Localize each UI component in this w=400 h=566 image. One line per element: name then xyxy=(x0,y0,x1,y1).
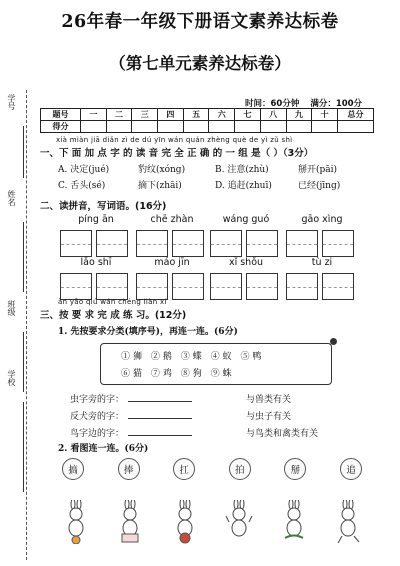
pinyin-word-3 xyxy=(210,214,282,257)
pin-icon xyxy=(330,338,337,345)
score-cell[interactable] xyxy=(183,121,209,133)
pinyin-word-8 xyxy=(286,257,358,300)
pinyin-label: xǐ shǒu xyxy=(228,257,264,268)
binding-label-school: 学校 xyxy=(7,370,16,386)
score-header-cell: 一 xyxy=(81,109,107,121)
rabbit-carrying-icon[interactable] xyxy=(62,500,90,544)
binding-label-student-id: 学号 xyxy=(7,94,16,110)
time-limit: 时间：60分钟 xyxy=(245,99,300,109)
section3-heading: 三、按 要 求 完 成 练 习。(12分) xyxy=(40,310,187,321)
pinyin-word-7 xyxy=(210,257,282,300)
pinyin-label: máo jīn xyxy=(154,257,190,268)
question-2-prompt: 2. 看图连一连。(6分) xyxy=(58,444,149,454)
match-target-2[interactable]: 与虫子有关 xyxy=(246,412,292,422)
option-c-2: 摘下(zhāi) xyxy=(138,181,182,191)
score-header-cell: 五 xyxy=(183,109,209,121)
section2-heading: 二、读拼音，写词语。(16分) xyxy=(40,201,167,212)
write-box[interactable] xyxy=(172,230,204,257)
pinyin-label: lǎo shī xyxy=(80,257,112,268)
score-cell[interactable] xyxy=(132,121,158,133)
score-row-label: 得分 xyxy=(41,121,81,133)
option-d-1[interactable]: D. 追赶(zhuī) xyxy=(215,181,272,191)
score-cell[interactable] xyxy=(81,121,107,133)
page-title: 26年春一年级下册语文素养达标卷 xyxy=(61,12,339,32)
score-header-cell: 十 xyxy=(312,109,338,121)
rabbit-holding-icon[interactable] xyxy=(171,500,199,544)
answer-line[interactable] xyxy=(128,418,192,419)
pinyin-label: gāo xìng xyxy=(301,214,343,225)
option-a-2: 豹纹(xóng) xyxy=(138,165,186,175)
score-cell[interactable] xyxy=(312,121,338,133)
section1-heading: 一、下 面 加 点 字 的 读 音 完 全 正 确 的 一 组 是（ ）（3分） xyxy=(40,148,314,159)
pinyin-label: tù zi xyxy=(311,257,333,268)
pinyin-word-4 xyxy=(286,214,358,257)
pinyin-label: píng ān xyxy=(78,214,114,225)
write-box[interactable] xyxy=(210,230,242,257)
class-field[interactable] xyxy=(23,332,31,392)
score-cell[interactable] xyxy=(338,121,374,133)
score-cell[interactable] xyxy=(260,121,286,133)
write-box[interactable] xyxy=(60,230,92,257)
option-c-1[interactable]: C. 舌头(sé) xyxy=(58,181,106,191)
write-box[interactable] xyxy=(60,273,92,300)
action-characters xyxy=(62,458,362,480)
score-cell[interactable] xyxy=(286,121,312,133)
school-field[interactable] xyxy=(23,402,31,492)
category-label: 反犬旁的字： xyxy=(70,412,125,422)
write-box[interactable] xyxy=(286,230,318,257)
write-box[interactable] xyxy=(96,273,128,300)
score-header-cell: 六 xyxy=(209,109,235,121)
action-char[interactable]: 追 xyxy=(340,458,362,480)
action-char[interactable]: 拍 xyxy=(229,458,251,480)
match-target-3[interactable]: 与鸟类和禽类有关 xyxy=(246,429,319,439)
student-id-field[interactable] xyxy=(23,126,31,178)
write-box[interactable] xyxy=(172,273,204,300)
character-row-1: ①狮 ②鹅 ③蝶 ④蚁 ⑤鸭 xyxy=(121,352,265,362)
score-cell[interactable] xyxy=(235,121,261,133)
write-box[interactable] xyxy=(322,273,354,300)
pinyin-word-1 xyxy=(60,214,132,257)
option-d-2: 已经(jīng) xyxy=(298,181,341,191)
category-row-1 xyxy=(70,392,192,405)
category-label: 鸟字边的字： xyxy=(70,429,125,439)
name-field[interactable] xyxy=(23,222,31,292)
rabbit-reading-icon[interactable] xyxy=(116,500,144,544)
option-b-1[interactable]: B. 注意(zhù) xyxy=(215,165,269,175)
score-table xyxy=(40,108,374,133)
score-header-cell: 八 xyxy=(260,109,286,121)
write-box[interactable] xyxy=(96,230,128,257)
pinyin-label: wáng guó xyxy=(222,214,270,225)
category-row-3 xyxy=(70,426,192,439)
page-subtitle: （第七单元素养达标卷） xyxy=(109,54,291,73)
category-label: 虫字旁的字： xyxy=(70,395,125,405)
question-1-prompt: 1. 先按要求分类(填序号)，再连一连。(6分) xyxy=(58,327,238,337)
score-cell[interactable] xyxy=(106,121,132,133)
action-char[interactable]: 掰 xyxy=(284,458,306,480)
pinyin-label: chē zhàn xyxy=(150,214,194,225)
action-char[interactable]: 捧 xyxy=(118,458,140,480)
score-header-cell: 二 xyxy=(106,109,132,121)
rabbit-running-icon[interactable] xyxy=(334,500,362,544)
action-char[interactable]: 扛 xyxy=(173,458,195,480)
write-box[interactable] xyxy=(286,273,318,300)
score-table-header-row xyxy=(41,109,374,121)
option-a-1[interactable]: A. 决定(jué) xyxy=(58,165,110,175)
pinyin-word-5 xyxy=(60,257,132,300)
option-b-2: 掰开(pāi) xyxy=(298,165,338,175)
write-box[interactable] xyxy=(246,273,278,300)
section1-pinyin: xià miàn jiā diǎn zì de dú yīn wán quán zhèng què de yì zǔ shì xyxy=(56,136,293,144)
character-options-box xyxy=(100,343,332,385)
write-box[interactable] xyxy=(322,230,354,257)
rabbit-breaking-icon[interactable] xyxy=(280,500,308,544)
write-box[interactable] xyxy=(136,273,168,300)
score-header-cell: 总分 xyxy=(338,109,374,121)
pinyin-word-6 xyxy=(136,257,208,300)
pinyin-word-2 xyxy=(136,214,208,257)
score-header-cell: 三 xyxy=(132,109,158,121)
score-header-cell: 七 xyxy=(235,109,261,121)
write-box[interactable] xyxy=(136,230,168,257)
rabbit-clapping-icon[interactable] xyxy=(225,500,253,544)
score-table-score-row xyxy=(41,121,374,133)
binding-label-name: 姓名 xyxy=(7,190,16,206)
answer-line[interactable] xyxy=(128,435,192,436)
answer-line[interactable] xyxy=(128,401,192,402)
score-header-cell: 九 xyxy=(286,109,312,121)
write-box[interactable] xyxy=(246,230,278,257)
score-header-cell: 题号 xyxy=(41,109,81,121)
write-box[interactable] xyxy=(210,273,242,300)
action-char[interactable]: 搞 xyxy=(62,458,84,480)
score-cell[interactable] xyxy=(158,121,184,133)
full-score: 满分：100分 xyxy=(310,99,363,109)
match-target-1[interactable]: 与兽类有关 xyxy=(246,395,292,405)
binding-label-class: 班级 xyxy=(7,300,16,316)
picture-row xyxy=(62,500,362,544)
section3-pinyin: àn yāo qiú wán chéng liàn xí xyxy=(58,298,167,306)
score-header-cell: 四 xyxy=(158,109,184,121)
binding-margin xyxy=(4,90,32,560)
character-row-2: ⑥猫 ⑦鸡 ⑧狗 ⑨蛛 xyxy=(121,369,235,379)
category-row-2 xyxy=(70,409,192,422)
score-cell[interactable] xyxy=(209,121,235,133)
